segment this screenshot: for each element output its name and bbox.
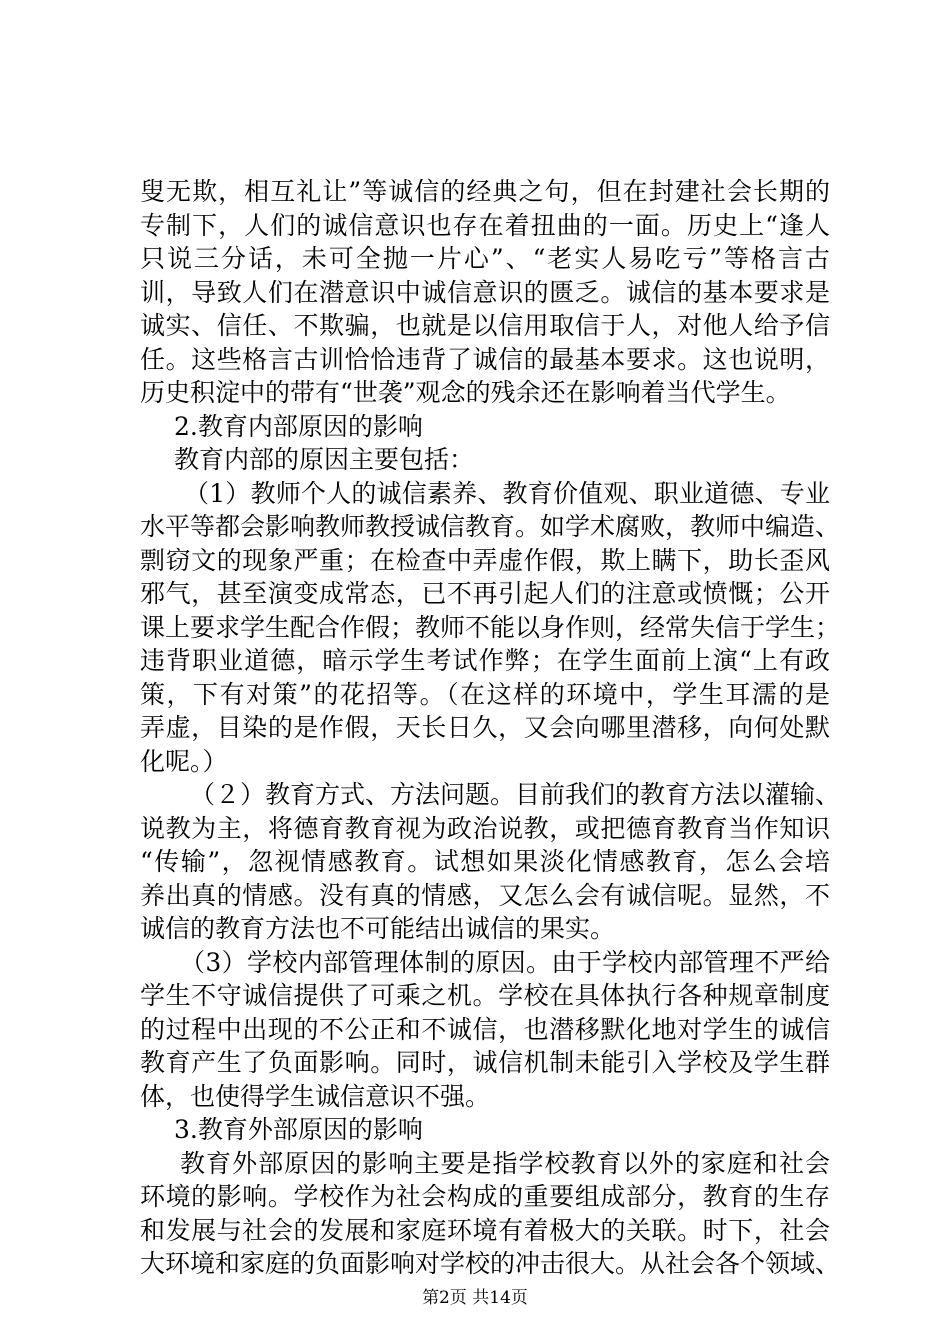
section-heading: 3.教育外部原因的影响: [174, 1115, 423, 1144]
text-line: （２）教育方式、方法问题。目前我们的教育方法以灌输、: [190, 780, 841, 809]
text-line: 策，下有对策”的花招等。（在这样的环境中，学生耳濡的是: [140, 679, 830, 709]
text-line: 大环境和家庭的负面影响对学校的冲击很大。从社会各个领域、: [140, 1249, 841, 1278]
text-line: 的过程中出现的不公正和不诚信，也潜移默化地对学生的诚信: [140, 1014, 830, 1044]
text-line: “传输”，忽视情感教育。试想如果淡化情感教育，怎么会培: [140, 847, 830, 876]
text-line: 只说三分话，未可全抛一片心”、“老实人易吃亏”等格言古: [140, 244, 830, 273]
text-line: （3）学校内部管理体制的原因。由于学校内部管理不严给: [180, 947, 830, 977]
text-line: 训，导致人们在潜意识中诚信意识的匮乏。诚信的基本要求是: [140, 277, 830, 307]
text-line: 诚信的教育方法也不可能结出诚信的果实。: [140, 914, 616, 943]
text-line: 水平等都会影响教师教授诚信教育。如学术腐败，教师中编造、: [140, 512, 841, 541]
text-line: 剽窃文的现象严重；在检查中弄虚作假，欺上瞒下，助长歪风: [140, 545, 830, 575]
text-line: 教育内部的原因主要包括：: [174, 445, 475, 474]
text-line: 课上要求学生配合作假；教师不能以身作则，经常失信于学生；: [140, 612, 841, 642]
text-line: 环境的影响。学校作为社会构成的重要组成部分，教育的生存: [140, 1182, 830, 1211]
text-line: 叟无欺，相互礼让”等诚信的经典之句，但在封建社会长期的: [140, 177, 830, 206]
text-line: （1）教师个人的诚信素养、教育价值观、职业道德、专业: [184, 478, 830, 508]
section-heading: 2.教育内部原因的影响: [174, 411, 423, 441]
text-line: 体，也使得学生诚信意识不强。: [140, 1081, 491, 1111]
text-line: 历史积淀中的带有“世袭”观念的残余还在影响着当代学生。: [140, 378, 791, 407]
text-line: 邪气，甚至演变成常态，已不再引起人们的注意或愤慨；公开: [140, 579, 830, 608]
body-text: [140, 175, 841, 1281]
text-line: 说教为主，将德育教育视为政治说教，或把德育教育当作知识: [140, 813, 830, 843]
text-line: 任。这些格言古训恰恰违背了诚信的最基本要求。这也说明，: [140, 344, 830, 374]
page-number: 第2页 共14页: [422, 1288, 528, 1308]
text-line: 教育外部原因的影响主要是指学校教育以外的家庭和社会: [180, 1148, 830, 1178]
text-line: 违背职业道德，暗示学生考试作弊；在学生面前上演“上有政: [140, 646, 830, 675]
text-line: 和发展与社会的发展和家庭环境有着极大的关联。时下，社会: [140, 1215, 830, 1245]
text-line: 诚实、信任、不欺骗，也就是以信用取信于人，对他人给予信: [140, 311, 830, 340]
text-line: 化呢。）: [140, 746, 228, 776]
text-line: 养出真的情感。没有真的情感，又怎么会有诚信呢。显然，不: [140, 880, 830, 910]
text-line: 专制下，人们的诚信意识也存在着扭曲的一面。历史上“逢人: [140, 210, 830, 240]
text-line: 学生不守诚信提供了可乘之机。学校在具体执行各种规章制度: [140, 981, 830, 1010]
text-line: 弄虚，目染的是作假，天长日久，又会向哪里潜移，向何处默: [140, 713, 830, 742]
text-line: 教育产生了负面影响。同时，诚信机制未能引入学校及学生群: [140, 1048, 830, 1077]
